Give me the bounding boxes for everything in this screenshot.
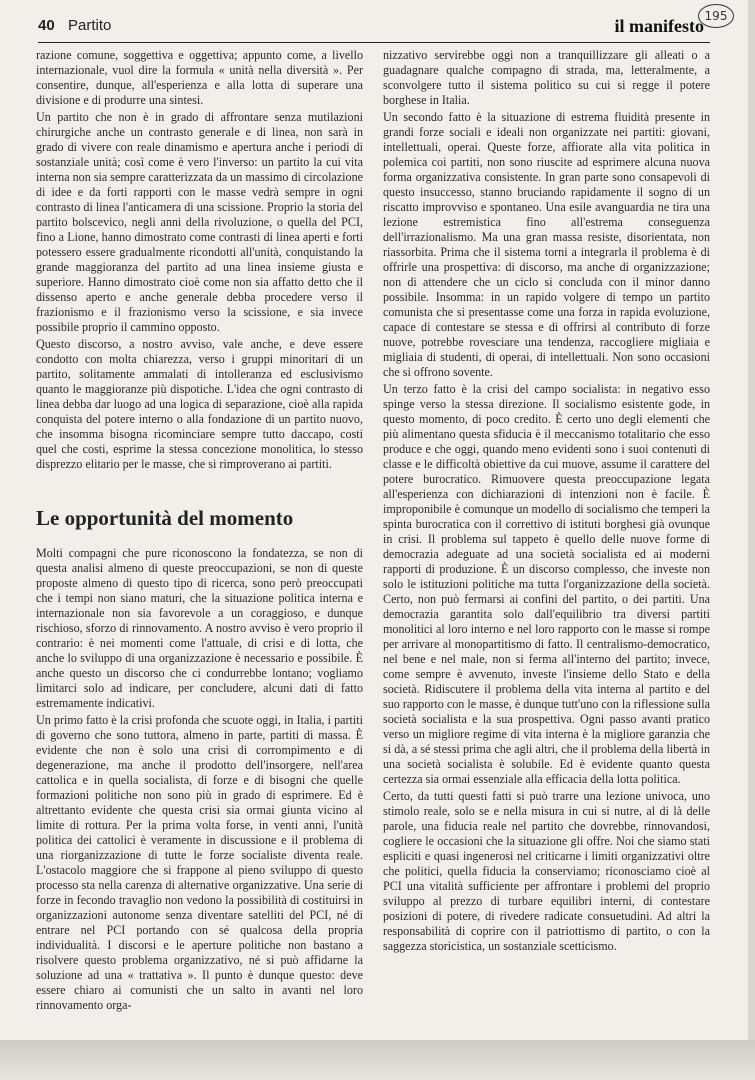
paragraph: Questo discorso, a nostro avviso, vale anche, e deve essere condotto con molta chiarezza, verso i gruppi minoritari di un partito, solitamente ammalati di intolleranza ed esclusivismo quanto le maggioranze più dispotiche. L'idea che ogni contrasto di linea debba dar luogo ad una logica di separazione, cioè alla rapida conquista del potere interno o alla fondazione di un partito nuovo, che insomma bisogna ricominciare sempre tutto daccapo, costi quel che costi, esprime la stessa concezione monolitica, lo stesso disprezzo elitario per le masse, che si rimproverano ai partiti. [36, 337, 363, 471]
paragraph: nizzativo servirebbe oggi non a tranquillizzare gli alleati o a guadagnare qualche compagno di strada, ma, letteralmente, a sconvolgere tutto il sistema politico su cui si regge il potere borghese in Italia. [383, 48, 710, 107]
paragraph: Un secondo fatto è la situazione di estrema fluidità presente in grandi forze sociali e ideali non organizzate nei partiti: giovani, intellettuali, operai. Queste forze, affiorate alla vita politica in polemica coi partiti, non sono riuscite ad esprimere alcuna nuova forma organizzativa consistente. In gran parte sono consapevoli di questo insuccesso, stanno bruciando rapidamente il sogno di un riscatto improvviso e spontaneo. Una esile avanguardia ne tira una lezione estremistica fino all'estrema conseguenza dell'irrazionalismo. Ma una gran massa resiste, disorientata, non riassorbita. Prima che il sistema torni a integrarla il problema è di offrirle una prospettiva: di discorso, ma anche di organizzazione; non di attendere che un ciclo si concluda con il minor danno possibile. Insomma: in un rapido volgere di tempo un partito comunista che si presentasse come una forza in rapida evoluzione, capace di contestare se stessa e di offrirsi al contributo di forze nuove, potrebbe rovesciare una tendenza, raccogliere migliaia e migliaia di studenti, di operai, di intellettuali. Non sono occasioni che si offrono sovente. [383, 110, 710, 379]
page-number: 40 [38, 17, 55, 34]
right-column [383, 48, 710, 956]
paragraph: Molti compagni che pure riconoscono la fondatezza, se non di questa analisi almeno di queste preoccupazioni, se non di queste proposte almeno di questo tipo di ricerca, sono però preoccupati che i tempi non siano maturi, che la situazione politica interna e internazionale non sia favorevole a un coraggioso, e dunque rischioso, sforzo di rinnovamento. A nostro avviso è vero proprio il contrario: è nei momenti come l'attuale, di crisi e di lotta, che anche lo sviluppo di una organizzazione è necessario e possibile. È anche questo un discorso che ci condurrebbe lontano; vogliamo limitarci solo ad indicare, per concludere, alcuni dati di fatto estremamente indicativi. [36, 546, 363, 710]
section-title: Partito [68, 17, 112, 34]
page-header [38, 16, 710, 43]
left-column [36, 48, 363, 1015]
section-heading: Le opportunità del momento [36, 506, 294, 530]
archive-stamp: 195 [698, 4, 734, 28]
paragraph: Un terzo fatto è la crisi del campo socialista: in negativo esso spinge verso la stessa direzione. Il socialismo esistente gode, in questo momento, di poco credito. È certo uno degli elementi che più alimentano questa sfiducia è il meccanismo totalitario che esso produce e che oggi, quando meno evidenti sono i suoi contenuti di classe e le difficoltà obiettive da cui muove, assume il carattere del potere burocratico. Rimuovere questa preoccupazione legata all'esperienza con dichiarazioni di intenzioni non è facile. È improponibile è comunque un modello di socialismo che temperi la spinta burocratica con il correttivo di istituti borghesi già ovunque in crisi. Il problema sul tappeto è quello delle nuove forme di democrazia adeguate ad una società socialista ed ai moderni rapporti di produzione. È un discorso complesso, che investe non solo le istituzioni politiche ma tutta l'organizzazione della società. Certo, non può fermarsi ai confini del partito, o dei partiti. Una democrazia garantita solo dall'equilibrio tra diversi partiti monolitici al loro interno e nel loro rapporto con le masse si rompe per arrivare al monopartitismo di fatto. Il centralismo-democratico, nel bene e nel male, non si ferma all'interno del partito; invece, come sempre è avvenuto, investe l'insieme dello Stato e della società. Ridiscutere il problema della vita interna al partito e del suo rapporto con le masse, è dunque tutt'uno con la riflessione sulla società socialista e la sua prospettiva. Ogni passo avanti pratico verso un migliore regime di vita interna è la migliore garanzia che si dà, a sé stessi prima che agli altri, che il problema della libertà in una società socialista è solubile. Ed è evidente quanto questa certezza sia ormai essenziale alla efficacia della lotta politica. [383, 382, 710, 786]
masthead: il manifesto [614, 16, 704, 36]
paragraph: Certo, da tutti questi fatti si può trarre una lezione univoca, uno stimolo reale, solo se e nella misura in cui si nutre, al di là delle parole, una fiducia reale nel partito che dovrebbe, rinnovandosi, cogliere le occasioni che la situazione gli offre. Noi che siamo stati espliciti e quasi ingenerosi nel criticarne i limiti organizzativi oltre che politici, quella fiducia la conserviamo; riconosciamo cioè al PCI una vitalità sufficiente per affrontare i problemi del proprio sviluppo al prezzo di turbare equilibri interni, di contestare posizioni di potere, di rivedere radicate consuetudini. Ad altri la responsabilità di coprire con il patriottismo di partito, o con la saggezza storicistica, un sostanziale scetticismo. [383, 789, 710, 953]
paragraph: razione comune, soggettiva e oggettiva; appunto come, a livello internazionale, vuol dire la formula « unità nella diversità ». Per consentire, dunque, all'esperienza e alla lotta di superare una divisione e di produrre una sintesi. [36, 48, 363, 107]
paragraph: Un partito che non è in grado di affrontare senza mutilazioni chirurgiche anche un contrasto generale e di linea, non sarà in grado di vivere con reale dinamismo e apertura anche i periodi di sostanziale unità; così come è vero l'inverso: un partito la cui vita interna non sia sempre caratterizzata da un massimo di circolazione di idee e da forti rapporti con le masse vedrà sempre in ogni contrasto di linea l'anticamera di una scissione. Proprio la storia del partito bolscevico, negli anni della rivoluzione, o quella del PCI, fino a Lione, hanno dimostrato come contrasti di linea aperti e forti potessero essere gradualmente ricondotti all'unità, conquistando la grande maggioranza del partito ad una linea insieme giusta e superiore. Hanno dimostrato cioè come non sia affatto detto che il dissenso aperto e anche generale debba procedere verso il frazionismo e il frazionismo verso la scissione, e sia invece possibile proprio il cammino opposto. [36, 110, 363, 334]
paragraph: Un primo fatto è la crisi profonda che scuote oggi, in Italia, i partiti di governo che sono tuttora, almeno in parte, partiti di massa. È evidente che non è solo una crisi di corrompimento e di degenerazione, ma anche il prodotto dell'insorgere, nell'area cattolica e in quella socialista, di forze e di bisogni che quelle formazioni politiche non sono più in grado di esprimere. Ed è altrettanto evidente che questa crisi sia ormai giunta vicino al limite di rottura. Per la prima volta forse, in venti anni, l'unità politica dei cattolici è veramente in discussione e il problema di una riorganizzazione di tutte le forze socialiste diventa reale. L'ostacolo maggiore che si frappone al pieno sviluppo di questo processo sta nella carenza di alternative organizzative. Una serie di forze in fecondo travaglio non vedono la possibilità di costituirsi in organizzazioni autonome senza diventare satelliti del PCI, né di entrare nel PCI portando con sé qualcosa della propria individualità. I discorsi e le aperture politiche non bastano a risolvere questo problema organizzativo, né si può affidarne la soluzione ad una « trattativa ». Il punto è dunque questo: deve essere chiaro ai comunisti che un salto in avanti nel loro rinnovamento orga- [36, 713, 363, 1012]
scan-margin [0, 1040, 755, 1080]
